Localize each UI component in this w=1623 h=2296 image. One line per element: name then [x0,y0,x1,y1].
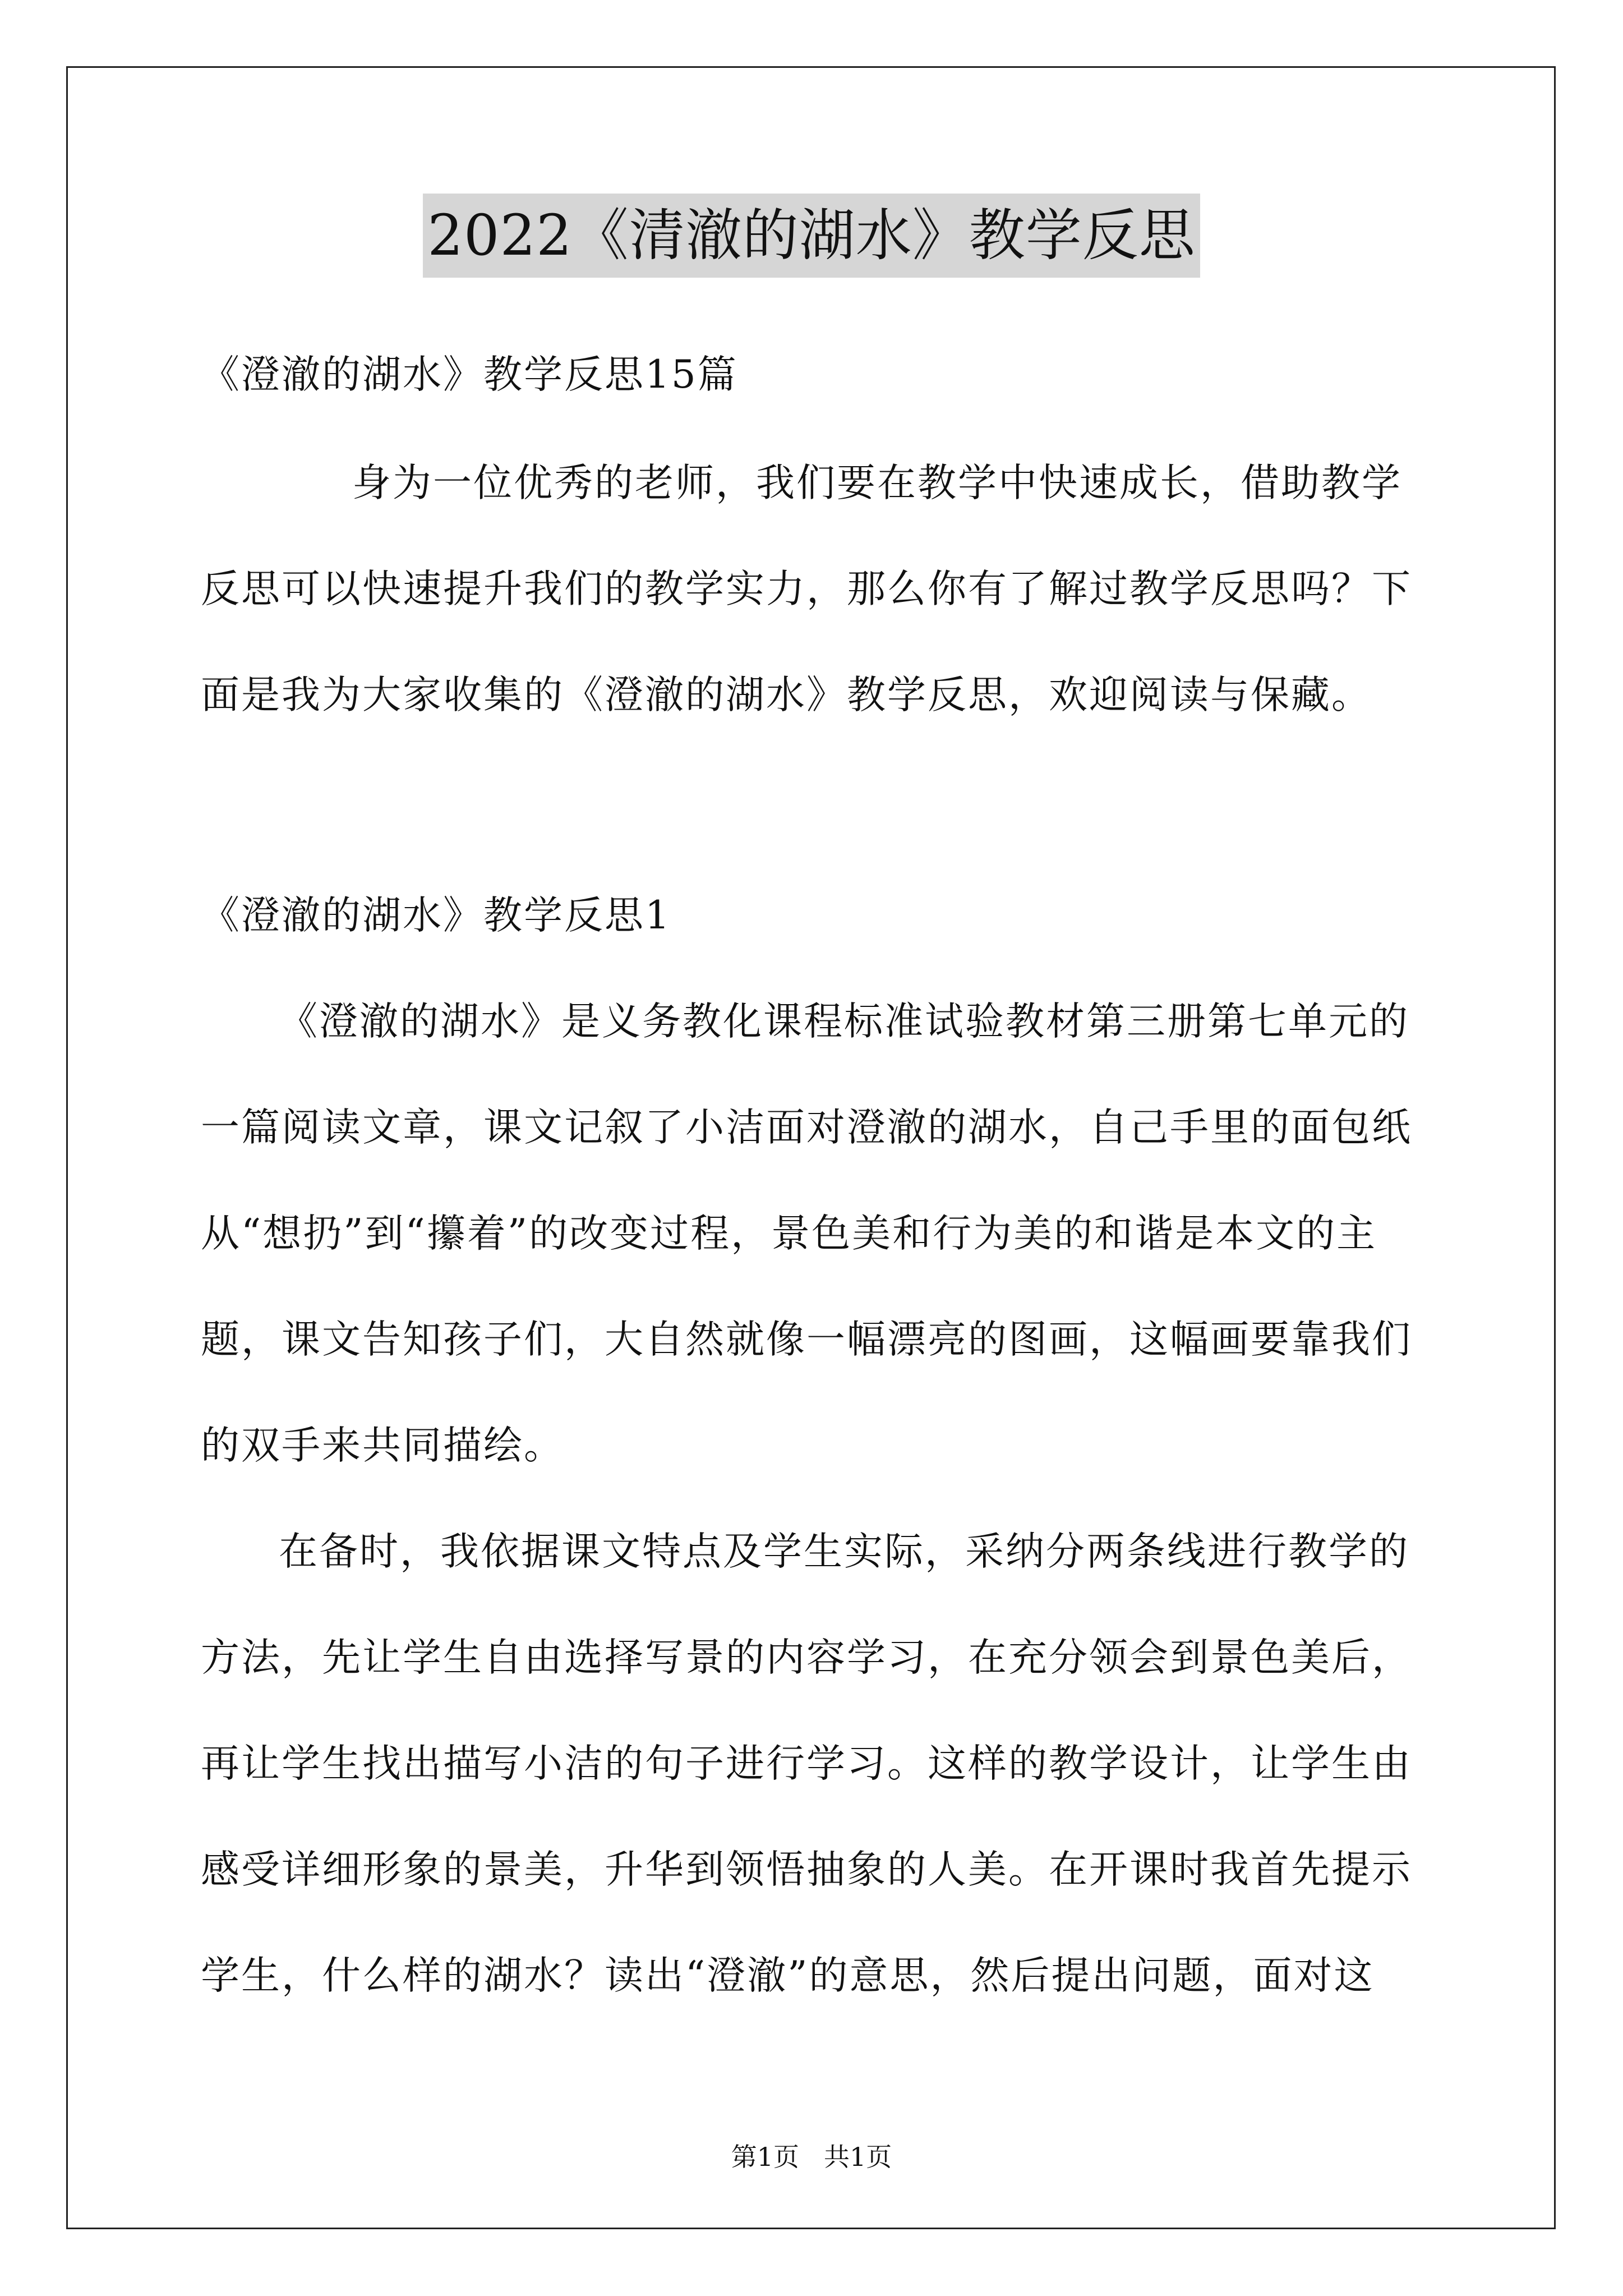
section-heading: 《澄澈的湖水》教学反思1 [201,893,671,938]
document-subtitle: 《澄澈的湖水》教学反思15篇 [201,352,738,397]
body-paragraph-2: 在备时，我依据课文特点及学生实际，采纳分两条线进行教学的方法，先让学生自由选择写景的内容学习，在充分领会到景色美后，再让学生找出描写小洁的句子进行学习。这样的教学设计，让学生由感受详细形象的景美，升华到领悟抽象的人美。在开课时我首先提示学生，什么样的湖水？读出“澄澈”的意思，然后提出问题，面对这 [201,1529,1412,1998]
intro-paragraph: 身为一位优秀的老师，我们要在教学中快速成长，借助教学反思可以快速提升我们的教学实力，那么你有了解过教学反思吗？下面是我为大家收集的《澄澈的湖水》教学反思，欢迎阅读与保藏。 [201,461,1412,717]
document-title: 2022《清澈的湖水》教学反思 [423,194,1200,278]
page-total: 共1页 [824,2142,892,2172]
page-number: 第1页 [731,2142,799,2172]
page-footer [0,2140,1623,2174]
title-container [0,194,1623,278]
body-paragraph-1: 《澄澈的湖水》是义务教化课程标准试验教材第三册第七单元的一篇阅读文章，课文记叙了小洁面对澄澈的湖水，自己手里的面包纸从“想扔”到“攥着”的改变过程，景色美和行为美的和谐是本文的主题，课文告知孩子们，大自然就像一幅漂亮的图画，这幅画要靠我们的双手来共同描绘。 [201,999,1412,1468]
